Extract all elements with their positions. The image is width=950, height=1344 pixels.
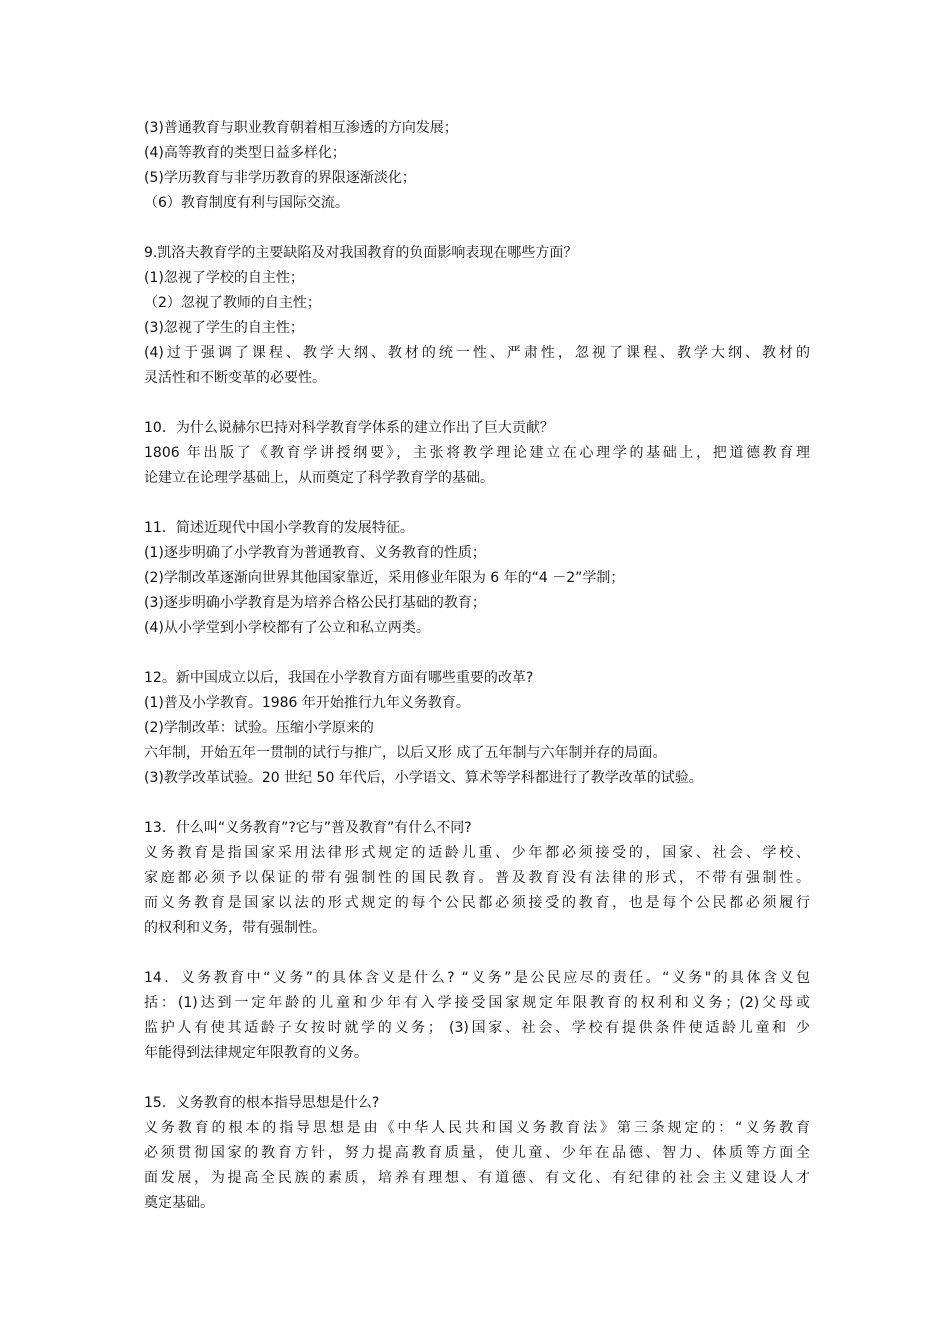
- paragraph-gap: [144, 491, 810, 516]
- paragraph-gap: [144, 216, 810, 241]
- paragraph-gap: [144, 641, 810, 666]
- text-line: 灵活性和不断变革的必要性。: [144, 370, 326, 386]
- text-line: (5)学历教育与非学历教育的界限逐渐淡化；: [144, 170, 416, 186]
- question-heading: 9.凯洛夫教育学的主要缺陷及对我国教育的负面影响表现在哪些方面？: [144, 245, 578, 261]
- text-line: 监护人有使其适龄子女按时就学的义务； (3)国家、社会、学校有提供条件使适龄儿童和 少: [144, 1020, 810, 1036]
- question-heading: 13．什么叫“义务教育”?它与”普及教育”有什么不同?: [144, 820, 472, 836]
- text-line: 六年制，开始五年一贯制的试行与推广，以后又形 成了五年制与六年制并存的局面。: [144, 745, 667, 761]
- text-line: 面发展，为提高全民族的素质，培养有理想、有道德、有文化、有纪律的社会主义建设人才: [144, 1170, 810, 1186]
- question-heading: 12。新中国成立以后，我国在小学教育方面有哪些重要的改革?: [144, 670, 534, 686]
- text-line: (1)逐步明确了小学教育为普通教育、义务教育的性质；: [144, 545, 486, 561]
- paragraph-gap: [144, 391, 810, 416]
- text-line: 家庭都必须予以保证的带有强制性的国民教育。普及教育没有法律的形式，不带有强制性。: [144, 870, 810, 886]
- text-line: (2)学制改革：试验。压缩小学原来的: [144, 720, 374, 736]
- question-heading: 14．义务教育中“义务”的具体含义是什么? “义务”是公民应尽的责任。“义务"的具体含义包: [144, 970, 810, 986]
- question-heading: 15．义务教育的根本指导思想是什么?: [144, 1095, 380, 1111]
- paragraph-gap: [144, 941, 810, 966]
- text-line: 1806 年出版了《教育学讲授纲要》，主张将教学理论建立在心理学的基础上，把道德教育理: [144, 445, 810, 461]
- text-line: (4)从小学堂到小学校都有了公立和私立两类。: [144, 620, 430, 636]
- text-line: (1)忽视了学校的自主性；: [144, 270, 304, 286]
- text-line: 必须贯彻国家的教育方针，努力提高教育质量，使儿童、少年在品德、智力、体质等方面全: [144, 1145, 810, 1161]
- paragraph-gap: [144, 791, 810, 816]
- text-line: 义务教育的根本的指导思想是由《中华人民共和国义务教育法》第三条规定的：“义务教育: [144, 1120, 810, 1136]
- paragraph-gap: [144, 1066, 810, 1091]
- text-line: (3)逐步明确小学教育是为培养合格公民打基础的教育；: [144, 595, 486, 611]
- text-line: 义务教育是指国家采用法律形式规定的适龄儿重、少年都必须接受的，国家、社会、学校、: [144, 845, 810, 861]
- text-line: （6）教育制度有利与国际交流。: [144, 195, 349, 211]
- text-line: 奠定基础。: [144, 1195, 214, 1211]
- text-line: (3)教学改革试验。20 世纪 50 年代后，小学语文、算术等学科都进行了教学改革的试验。: [144, 770, 703, 786]
- text-line: (4)高等教育的类型日益多样化；: [144, 145, 346, 161]
- question-heading: 11．简述近现代中国小学教育的发展特征。: [144, 520, 414, 536]
- text-line: (1)普及小学教育。1986 年开始推行九年义务教育。: [144, 695, 470, 711]
- text-line: (3)忽视了学生的自主性；: [144, 320, 304, 336]
- document-body: [144, 116, 810, 1216]
- text-line: (4)过于强调了课程、教学大纲、教材的统一性、严肃性，忽视了课程、教学大纲、教材的: [144, 345, 810, 361]
- text-line: (2)学制改革逐渐向世界其他国家靠近，采用修业年限为 6 年的“4 －2”学制；: [144, 570, 625, 586]
- text-line: （2）忽视了教师的自主性；: [144, 295, 321, 311]
- question-heading: 10．为什么说赫尔巴持对科学教育学体系的建立作出了巨大贡献？: [144, 420, 554, 436]
- text-line: 而义务教育是国家以法的形式规定的每个公民都必须接受的教育，也是每个公民都必须履行: [144, 895, 810, 911]
- text-line: 年能得到法律规定年限教育的义务。: [144, 1045, 368, 1061]
- text-line: 括：(1)达到一定年龄的儿童和少年有入学接受国家规定年限教育的权利和义务；(2)父母或: [144, 995, 810, 1011]
- text-line: (3)普通教育与职业教育朝着相互渗透的方向发展；: [144, 120, 458, 136]
- text-line: 的权利和义务，带有强制性。: [144, 920, 326, 936]
- text-line: 论建立在论理学基础上，从而奠定了科学教育学的基础。: [144, 470, 494, 486]
